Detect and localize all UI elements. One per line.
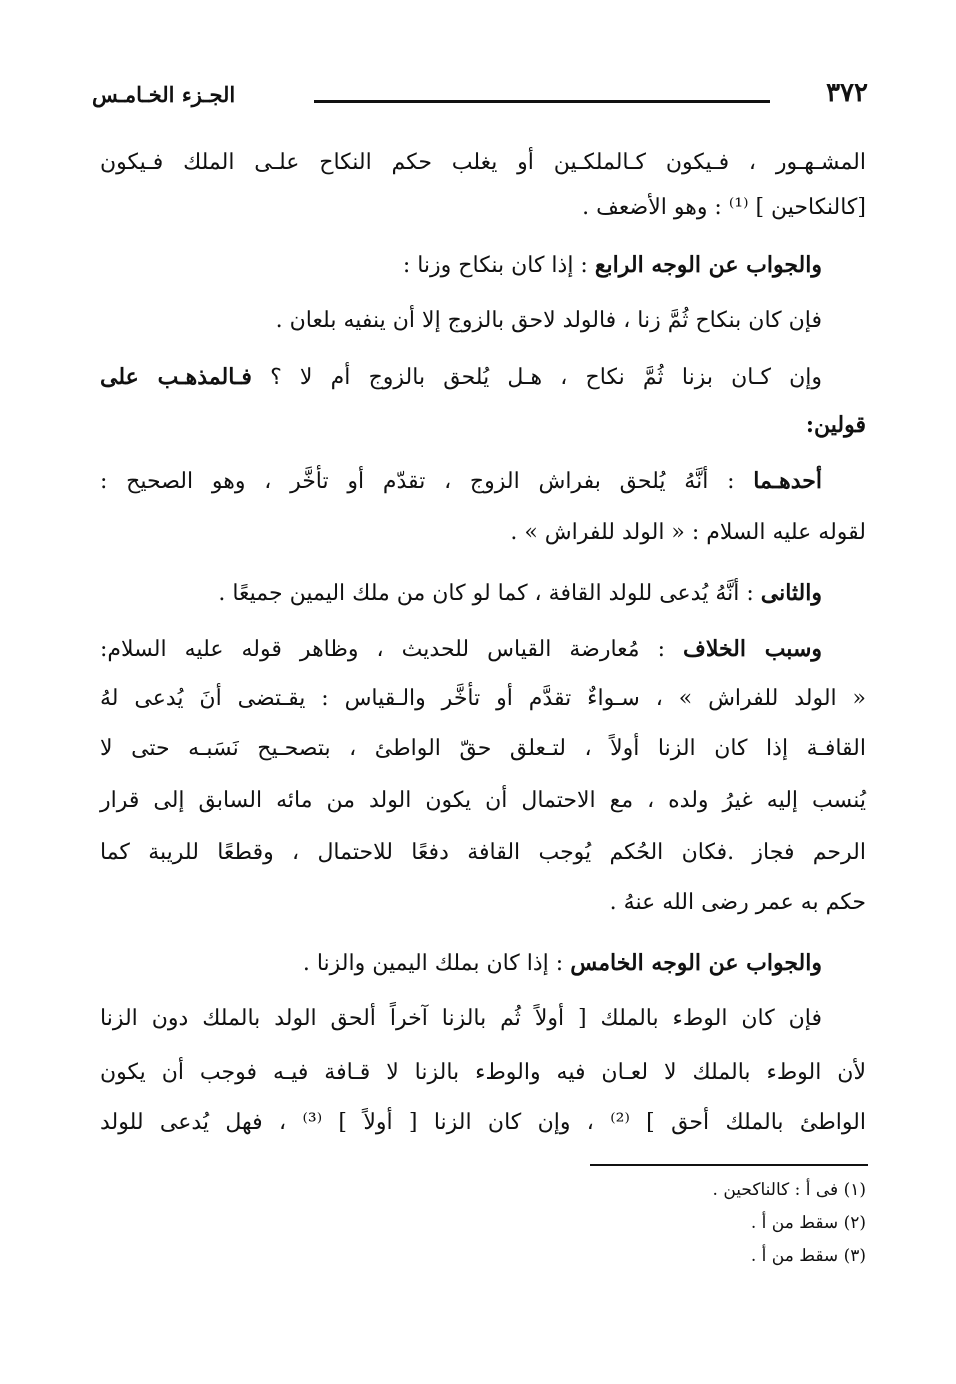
text-line: والجواب عن الوجه الرابع : إذا كان بنكاح وزنا : <box>402 252 822 278</box>
text-line: لقوله عليه السلام : « الولد للفراش » . <box>510 520 866 545</box>
running-title: الجـزء الخـامـس <box>92 82 236 107</box>
text-line: والثانى : أنَّهُ يُدعى للولد القافة ، كما لو كان من ملك اليمين جميعًا . <box>218 580 822 606</box>
text-line: والجواب عن الوجه الخامس : إذا كان بملك اليمين والزنا . <box>302 950 822 976</box>
page-number: ٣٧٢ <box>826 78 868 108</box>
text-line: فإن كان الوطء بالملك [ أولاً ثُم بالزنا آخراً ألحق الولد بالملك دون الزنا <box>100 1006 822 1031</box>
bold-heading: والثانى <box>760 580 822 606</box>
bold-heading: فـالمذهـب على <box>100 364 252 390</box>
text-line: القافـة إذا كان الزنا أولاً ، لتـعلق حقّ الواطئ ، بتصحـيح نَسَبـه حتى لا <box>100 736 866 761</box>
text-line: الرحم فجاز .فكان الحُكم يُوجب القافة دفعًا للاحتمال ، وقطعًا للريبة كما <box>100 840 866 865</box>
text-line: المشـهـور ، فـيكون كـالملكـين أو يغلب حكم النكاح علـى الملك فـيكون <box>100 150 866 175</box>
text-line: قولين: <box>805 412 866 438</box>
bold-heading: والجواب عن الوجه الرابع <box>594 252 822 278</box>
bold-heading: أحدهـما <box>753 468 822 494</box>
text-line: « الولد للفراش » ، سـواءٌ تقدَّم أو تأخَّر والـقياس : يقـتضى أنَ يُدعى لهُ <box>100 686 866 711</box>
text-line: وإن كـان بزنا ثُمَّ نكاح ، هـل يُلحق بالزوج أم لا ؟ فـالمذهـب على <box>100 364 822 390</box>
bold-heading: وسبب الخلاف <box>683 636 822 662</box>
text-line: فإن كان بنكاح ثُمَّ زنا ، فالولد لاحق بالزوج إلا أن ينفيه بلعان . <box>275 308 822 333</box>
footnote: (١) فى أ : كالناكحين . <box>712 1180 866 1200</box>
footnote: (٣) سقط من أ . <box>750 1246 866 1266</box>
text-line: [كالنكاحين ] ⁽¹⁾ : وهو الأضعف . <box>582 195 866 220</box>
footnote-rule <box>590 1164 868 1166</box>
footnotes <box>713 1180 866 1279</box>
text-line: أحدهـما : أنَّهُ يُلحق بفراش الزوج ، تقدّم أو تأخَّر ، وهو الصحيح : <box>100 468 822 494</box>
text-line: يُنسب إليه غيرُ ولده ، مع الاحتمال أن يكون الولد من مائه السابق إلى قرار <box>100 788 866 813</box>
footnote: (٢) سقط من أ . <box>750 1213 866 1233</box>
bold-heading: والجواب عن الوجه الخامس <box>570 950 822 976</box>
header-rule <box>314 100 770 103</box>
text-line: لأن الوطء بالملك لا لعـان فيه والوطء بالزنا لا قـافة فيـه فوجب أن يكون <box>100 1060 866 1085</box>
page-header <box>92 78 868 118</box>
text-line: حكم به عمر رضى الله عنهُ . <box>609 890 866 915</box>
text-line: الواطئ بالملك أحق ] ⁽²⁾ ، وإن كان الزنا [ أولاً ] ⁽³⁾ ، فهل يُدعى للولد <box>100 1110 866 1135</box>
text-line: وسبب الخلاف : مُعارضة القياس للحديث ، وظاهر قوله عليه السلام: <box>100 636 822 662</box>
